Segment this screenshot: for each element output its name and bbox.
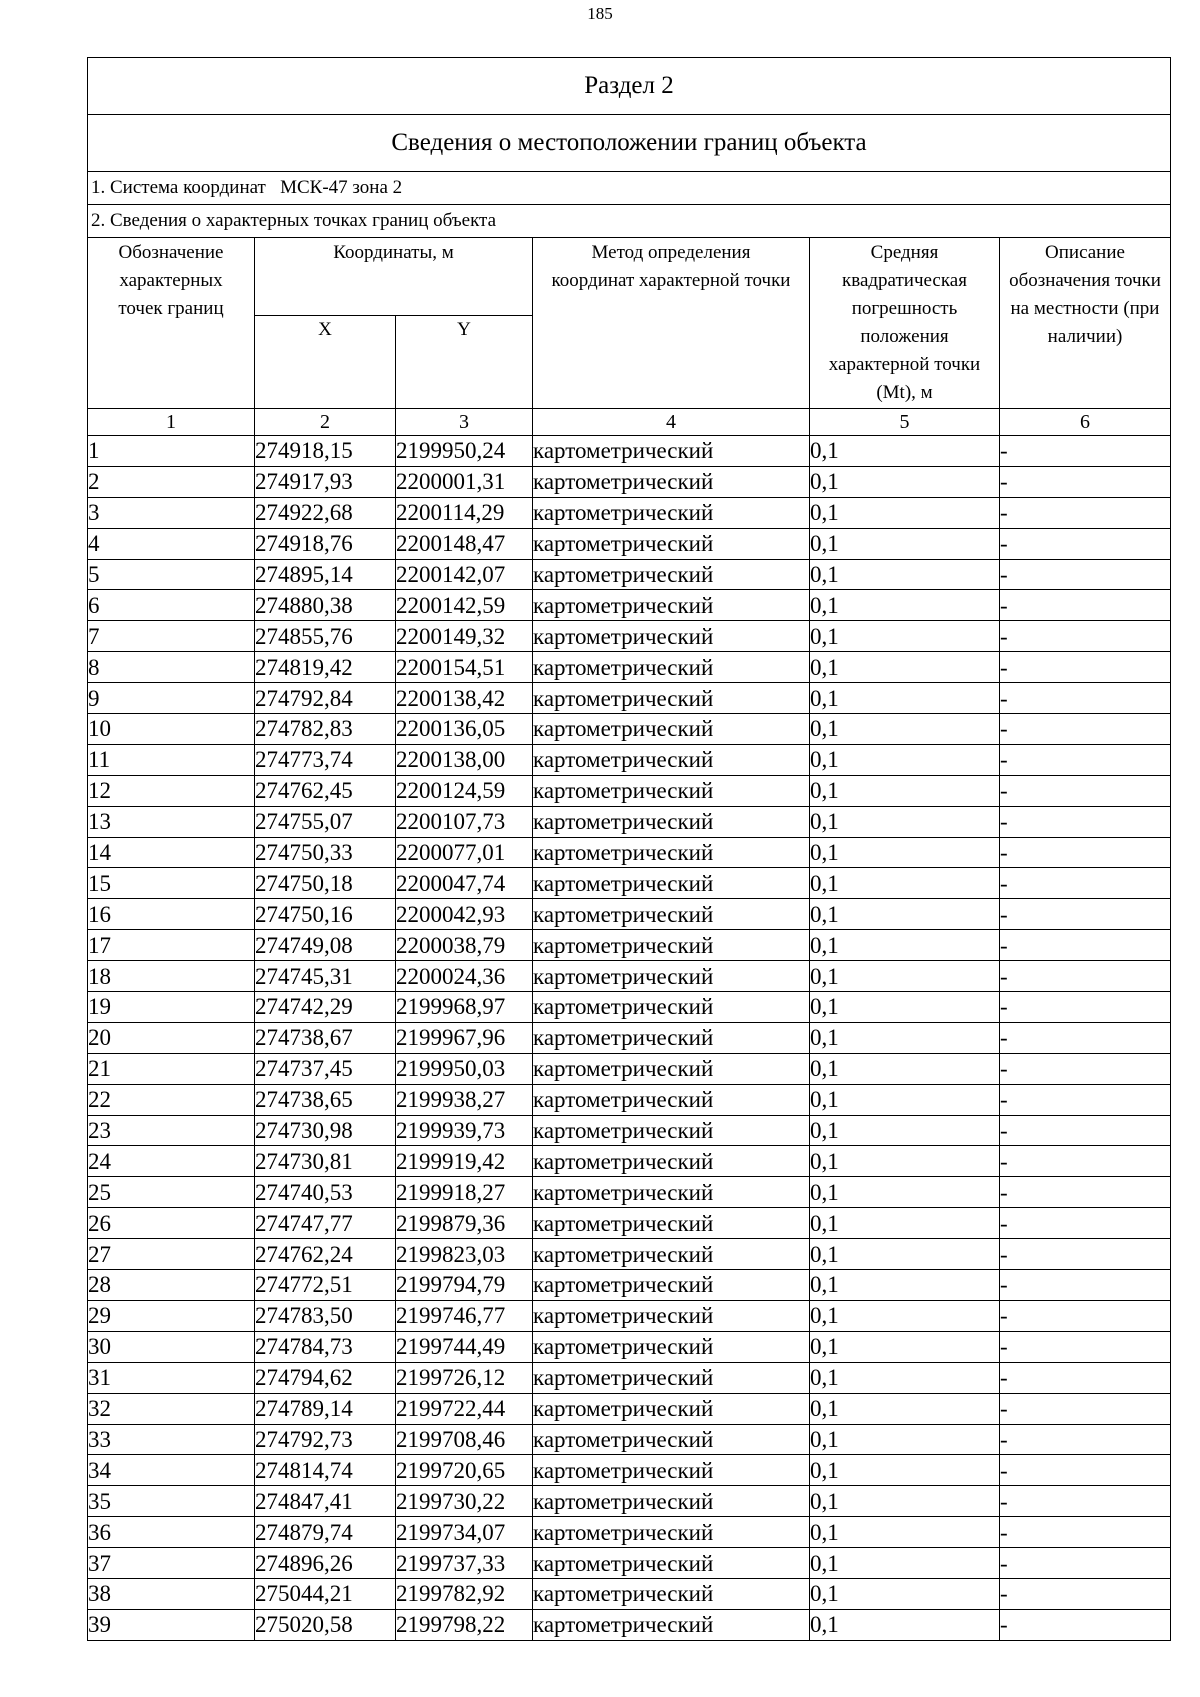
- coord-y-cell: 2200038,79: [396, 930, 533, 961]
- method-cell: картометрический: [533, 436, 810, 467]
- description-cell: -: [1000, 1517, 1171, 1548]
- mean-error-cell: 0,1: [810, 652, 1000, 683]
- method-cell: картометрический: [533, 1084, 810, 1115]
- table-row: [88, 1239, 1171, 1270]
- coord-y-cell: 2199968,97: [396, 992, 533, 1023]
- point-number-cell: 9: [88, 683, 255, 714]
- table-row: [88, 1362, 1171, 1393]
- point-number-cell: 2: [88, 466, 255, 497]
- point-number-cell: 22: [88, 1084, 255, 1115]
- table-row: [88, 899, 1171, 930]
- method-cell: картометрический: [533, 1239, 810, 1270]
- method-cell: картометрический: [533, 899, 810, 930]
- column-numbers-row: [88, 409, 1171, 436]
- method-cell: картометрический: [533, 1053, 810, 1084]
- mean-error-cell: 0,1: [810, 837, 1000, 868]
- table-row: [88, 497, 1171, 528]
- coord-y-cell: 2200124,59: [396, 775, 533, 806]
- mean-error-cell: 0,1: [810, 621, 1000, 652]
- description-cell: -: [1000, 837, 1171, 868]
- point-number-cell: 24: [88, 1146, 255, 1177]
- description-cell: -: [1000, 590, 1171, 621]
- section-subtitle: Сведения о местоположении границ объекта: [88, 115, 1171, 172]
- coord-x-cell: 274742,29: [255, 992, 396, 1023]
- description-cell: -: [1000, 1331, 1171, 1362]
- table-row: [88, 1517, 1171, 1548]
- coord-y-cell: 2200024,36: [396, 961, 533, 992]
- points-info: 2. Сведения о характерных точках границ объекта: [88, 205, 1171, 238]
- description-cell: -: [1000, 1115, 1171, 1146]
- description-cell: -: [1000, 1393, 1171, 1424]
- coord-y-cell: 2199726,12: [396, 1362, 533, 1393]
- coord-y-cell: 2199737,33: [396, 1548, 533, 1579]
- coord-y-cell: 2200154,51: [396, 652, 533, 683]
- table-row: [88, 652, 1171, 683]
- coord-y-cell: 2199918,27: [396, 1177, 533, 1208]
- mean-error-cell: 0,1: [810, 559, 1000, 590]
- table-row: [88, 528, 1171, 559]
- coord-y-cell: 2199950,03: [396, 1053, 533, 1084]
- mean-error-cell: 0,1: [810, 1424, 1000, 1455]
- coord-x-cell: 274773,74: [255, 744, 396, 775]
- mean-error-cell: 0,1: [810, 1084, 1000, 1115]
- header-method: Метод определения координат характерной точки: [533, 238, 810, 409]
- mean-error-cell: 0,1: [810, 1177, 1000, 1208]
- coord-y-cell: 2199782,92: [396, 1578, 533, 1609]
- column-number: 1: [88, 409, 255, 436]
- coord-y-cell: 2200149,32: [396, 621, 533, 652]
- header-coordinates: Координаты, м: [255, 238, 533, 316]
- mean-error-cell: 0,1: [810, 436, 1000, 467]
- header-mean-error: Средняя квадратическая погрешность положения характерной точки (Mt), м: [810, 238, 1000, 409]
- table-row: [88, 837, 1171, 868]
- table-row: [88, 930, 1171, 961]
- method-cell: картометрический: [533, 1517, 810, 1548]
- coord-x-cell: 274792,84: [255, 683, 396, 714]
- method-cell: картометрический: [533, 1548, 810, 1579]
- coord-x-cell: 274814,74: [255, 1455, 396, 1486]
- column-number: 5: [810, 409, 1000, 436]
- method-cell: картометрический: [533, 652, 810, 683]
- table-row: [88, 559, 1171, 590]
- description-cell: -: [1000, 1177, 1171, 1208]
- point-number-cell: 25: [88, 1177, 255, 1208]
- mean-error-cell: 0,1: [810, 1053, 1000, 1084]
- table-row: [88, 744, 1171, 775]
- table-row: [88, 1146, 1171, 1177]
- coord-y-cell: 2200114,29: [396, 497, 533, 528]
- point-number-cell: 5: [88, 559, 255, 590]
- coord-x-cell: 274847,41: [255, 1486, 396, 1517]
- method-cell: картометрический: [533, 930, 810, 961]
- coord-y-cell: 2200136,05: [396, 714, 533, 745]
- description-cell: -: [1000, 1208, 1171, 1239]
- description-cell: -: [1000, 1270, 1171, 1301]
- point-number-cell: 15: [88, 868, 255, 899]
- method-cell: картометрический: [533, 1362, 810, 1393]
- table-row: [88, 1548, 1171, 1579]
- coord-y-cell: 2199939,73: [396, 1115, 533, 1146]
- coord-y-cell: 2199919,42: [396, 1146, 533, 1177]
- coord-x-cell: 275020,58: [255, 1609, 396, 1640]
- mean-error-cell: 0,1: [810, 806, 1000, 837]
- coord-x-cell: 274917,93: [255, 466, 396, 497]
- table-row: [88, 1300, 1171, 1331]
- coord-y-cell: 2200107,73: [396, 806, 533, 837]
- point-number-cell: 27: [88, 1239, 255, 1270]
- table-row: [88, 1609, 1171, 1640]
- coord-y-cell: 2199938,27: [396, 1084, 533, 1115]
- coord-x-cell: 274762,24: [255, 1239, 396, 1270]
- description-cell: -: [1000, 806, 1171, 837]
- header-y: Y: [396, 316, 533, 409]
- mean-error-cell: 0,1: [810, 590, 1000, 621]
- coord-x-cell: 274784,73: [255, 1331, 396, 1362]
- point-number-cell: 6: [88, 590, 255, 621]
- coord-x-cell: 274738,65: [255, 1084, 396, 1115]
- point-number-cell: 39: [88, 1609, 255, 1640]
- point-number-cell: 17: [88, 930, 255, 961]
- coord-y-cell: 2199950,24: [396, 436, 533, 467]
- point-number-cell: 12: [88, 775, 255, 806]
- point-number-cell: 38: [88, 1578, 255, 1609]
- column-number: 2: [255, 409, 396, 436]
- header-x: X: [255, 316, 396, 409]
- point-number-cell: 19: [88, 992, 255, 1023]
- mean-error-cell: 0,1: [810, 1362, 1000, 1393]
- coord-y-cell: 2199708,46: [396, 1424, 533, 1455]
- description-cell: -: [1000, 744, 1171, 775]
- mean-error-cell: 0,1: [810, 1517, 1000, 1548]
- description-cell: -: [1000, 466, 1171, 497]
- coord-x-cell: 274750,18: [255, 868, 396, 899]
- table-row: [88, 590, 1171, 621]
- table-row: [88, 1208, 1171, 1239]
- coord-y-cell: 2200148,47: [396, 528, 533, 559]
- method-cell: картометрический: [533, 1578, 810, 1609]
- mean-error-cell: 0,1: [810, 714, 1000, 745]
- point-number-cell: 18: [88, 961, 255, 992]
- coord-x-cell: 274922,68: [255, 497, 396, 528]
- mean-error-cell: 0,1: [810, 930, 1000, 961]
- method-cell: картометрический: [533, 837, 810, 868]
- method-cell: картометрический: [533, 961, 810, 992]
- mean-error-cell: 0,1: [810, 1208, 1000, 1239]
- method-cell: картометрический: [533, 868, 810, 899]
- description-cell: -: [1000, 775, 1171, 806]
- method-cell: картометрический: [533, 1022, 810, 1053]
- table-row: [88, 1270, 1171, 1301]
- point-number-cell: 28: [88, 1270, 255, 1301]
- method-cell: картометрический: [533, 744, 810, 775]
- coord-y-cell: 2200138,00: [396, 744, 533, 775]
- table-row: [88, 1084, 1171, 1115]
- mean-error-cell: 0,1: [810, 1239, 1000, 1270]
- point-number-cell: 1: [88, 436, 255, 467]
- mean-error-cell: 0,1: [810, 1331, 1000, 1362]
- coord-y-cell: 2199722,44: [396, 1393, 533, 1424]
- table-row: [88, 1053, 1171, 1084]
- point-number-cell: 29: [88, 1300, 255, 1331]
- method-cell: картометрический: [533, 590, 810, 621]
- method-cell: картометрический: [533, 1177, 810, 1208]
- header-point-designation: Обозначение характерных точек границ: [88, 238, 255, 409]
- method-cell: картометрический: [533, 1300, 810, 1331]
- coord-x-cell: 274737,45: [255, 1053, 396, 1084]
- table-row: [88, 961, 1171, 992]
- description-cell: -: [1000, 1548, 1171, 1579]
- description-cell: -: [1000, 899, 1171, 930]
- page-number: 185: [587, 4, 613, 23]
- column-number: 4: [533, 409, 810, 436]
- coord-x-cell: 274794,62: [255, 1362, 396, 1393]
- method-cell: картометрический: [533, 1424, 810, 1455]
- mean-error-cell: 0,1: [810, 683, 1000, 714]
- point-number-cell: 8: [88, 652, 255, 683]
- description-cell: -: [1000, 621, 1171, 652]
- mean-error-cell: 0,1: [810, 1548, 1000, 1579]
- mean-error-cell: 0,1: [810, 1270, 1000, 1301]
- table-row: [88, 1022, 1171, 1053]
- table-row: [88, 992, 1171, 1023]
- coord-y-cell: 2199967,96: [396, 1022, 533, 1053]
- method-cell: картометрический: [533, 1146, 810, 1177]
- table-row: [88, 714, 1171, 745]
- mean-error-cell: 0,1: [810, 899, 1000, 930]
- description-cell: -: [1000, 1146, 1171, 1177]
- point-number-cell: 34: [88, 1455, 255, 1486]
- coord-x-cell: 274855,76: [255, 621, 396, 652]
- coord-y-cell: 2200001,31: [396, 466, 533, 497]
- description-cell: -: [1000, 1084, 1171, 1115]
- mean-error-cell: 0,1: [810, 744, 1000, 775]
- point-number-cell: 7: [88, 621, 255, 652]
- point-number-cell: 4: [88, 528, 255, 559]
- table-row: [88, 868, 1171, 899]
- coord-x-cell: 274819,42: [255, 652, 396, 683]
- description-cell: -: [1000, 528, 1171, 559]
- description-cell: -: [1000, 1424, 1171, 1455]
- coord-y-cell: 2199798,22: [396, 1609, 533, 1640]
- boundary-points-table: [87, 57, 1171, 1641]
- coord-y-cell: 2199720,65: [396, 1455, 533, 1486]
- point-number-cell: 26: [88, 1208, 255, 1239]
- point-number-cell: 30: [88, 1331, 255, 1362]
- coord-x-cell: 274740,53: [255, 1177, 396, 1208]
- coord-x-cell: 274880,38: [255, 590, 396, 621]
- coord-x-cell: 274918,15: [255, 436, 396, 467]
- mean-error-cell: 0,1: [810, 775, 1000, 806]
- description-cell: -: [1000, 1022, 1171, 1053]
- method-cell: картометрический: [533, 1486, 810, 1517]
- description-cell: -: [1000, 559, 1171, 590]
- mean-error-cell: 0,1: [810, 528, 1000, 559]
- method-cell: картометрический: [533, 1208, 810, 1239]
- mean-error-cell: 0,1: [810, 961, 1000, 992]
- description-cell: -: [1000, 868, 1171, 899]
- coord-y-cell: 2200142,07: [396, 559, 533, 590]
- description-cell: -: [1000, 1578, 1171, 1609]
- coord-x-cell: 274783,50: [255, 1300, 396, 1331]
- coord-x-cell: 274896,26: [255, 1548, 396, 1579]
- description-cell: -: [1000, 1609, 1171, 1640]
- coord-x-cell: 274750,16: [255, 899, 396, 930]
- coord-y-cell: 2199879,36: [396, 1208, 533, 1239]
- point-number-cell: 35: [88, 1486, 255, 1517]
- coord-y-cell: 2199734,07: [396, 1517, 533, 1548]
- description-cell: -: [1000, 683, 1171, 714]
- point-number-cell: 20: [88, 1022, 255, 1053]
- point-number-cell: 23: [88, 1115, 255, 1146]
- coord-x-cell: 274747,77: [255, 1208, 396, 1239]
- method-cell: картометрический: [533, 806, 810, 837]
- mean-error-cell: 0,1: [810, 1115, 1000, 1146]
- description-cell: -: [1000, 1053, 1171, 1084]
- coord-x-cell: 274730,81: [255, 1146, 396, 1177]
- table-row: [88, 1578, 1171, 1609]
- coord-y-cell: 2199746,77: [396, 1300, 533, 1331]
- description-cell: -: [1000, 497, 1171, 528]
- coord-x-cell: 274879,74: [255, 1517, 396, 1548]
- mean-error-cell: 0,1: [810, 1300, 1000, 1331]
- table-row: [88, 1331, 1171, 1362]
- coord-x-cell: 274738,67: [255, 1022, 396, 1053]
- method-cell: картометрический: [533, 466, 810, 497]
- coord-x-cell: 274895,14: [255, 559, 396, 590]
- coord-y-cell: 2200047,74: [396, 868, 533, 899]
- coord-x-cell: 274762,45: [255, 775, 396, 806]
- table-row: [88, 775, 1171, 806]
- mean-error-cell: 0,1: [810, 1146, 1000, 1177]
- method-cell: картометрический: [533, 992, 810, 1023]
- coord-x-cell: 274745,31: [255, 961, 396, 992]
- coord-y-cell: 2200077,01: [396, 837, 533, 868]
- coord-y-cell: 2200138,42: [396, 683, 533, 714]
- mean-error-cell: 0,1: [810, 868, 1000, 899]
- point-number-cell: 10: [88, 714, 255, 745]
- point-number-cell: 3: [88, 497, 255, 528]
- method-cell: картометрический: [533, 1331, 810, 1362]
- description-cell: -: [1000, 1239, 1171, 1270]
- coord-x-cell: 274730,98: [255, 1115, 396, 1146]
- mean-error-cell: 0,1: [810, 497, 1000, 528]
- description-cell: -: [1000, 1300, 1171, 1331]
- table-row: [88, 1115, 1171, 1146]
- table-row: [88, 806, 1171, 837]
- description-cell: -: [1000, 1455, 1171, 1486]
- point-number-cell: 32: [88, 1393, 255, 1424]
- description-cell: -: [1000, 961, 1171, 992]
- point-number-cell: 11: [88, 744, 255, 775]
- column-number: 3: [396, 409, 533, 436]
- method-cell: картометрический: [533, 775, 810, 806]
- coord-y-cell: 2200142,59: [396, 590, 533, 621]
- table-row: [88, 1424, 1171, 1455]
- table-row: [88, 1455, 1171, 1486]
- description-cell: -: [1000, 1362, 1171, 1393]
- table-row: [88, 1177, 1171, 1208]
- method-cell: картометрический: [533, 1115, 810, 1146]
- method-cell: картометрический: [533, 1609, 810, 1640]
- description-cell: -: [1000, 436, 1171, 467]
- table-row: [88, 1486, 1171, 1517]
- coord-x-cell: 274789,14: [255, 1393, 396, 1424]
- mean-error-cell: 0,1: [810, 1455, 1000, 1486]
- coord-y-cell: 2199823,03: [396, 1239, 533, 1270]
- method-cell: картометрический: [533, 1270, 810, 1301]
- point-number-cell: 13: [88, 806, 255, 837]
- mean-error-cell: 0,1: [810, 992, 1000, 1023]
- point-number-cell: 16: [88, 899, 255, 930]
- coord-x-cell: 274772,51: [255, 1270, 396, 1301]
- column-number: 6: [1000, 409, 1171, 436]
- table-row: [88, 1393, 1171, 1424]
- description-cell: -: [1000, 652, 1171, 683]
- point-number-cell: 36: [88, 1517, 255, 1548]
- description-cell: -: [1000, 930, 1171, 961]
- point-number-cell: 14: [88, 837, 255, 868]
- coord-x-cell: 274750,33: [255, 837, 396, 868]
- point-number-cell: 21: [88, 1053, 255, 1084]
- mean-error-cell: 0,1: [810, 1578, 1000, 1609]
- method-cell: картометрический: [533, 1393, 810, 1424]
- description-cell: -: [1000, 1486, 1171, 1517]
- method-cell: картометрический: [533, 683, 810, 714]
- coord-y-cell: 2199730,22: [396, 1486, 533, 1517]
- method-cell: картометрический: [533, 559, 810, 590]
- description-cell: -: [1000, 714, 1171, 745]
- coord-y-cell: 2200042,93: [396, 899, 533, 930]
- point-number-cell: 33: [88, 1424, 255, 1455]
- method-cell: картометрический: [533, 714, 810, 745]
- mean-error-cell: 0,1: [810, 1486, 1000, 1517]
- header-description: Описание обозначения точки на местности (при наличии): [1000, 238, 1171, 409]
- coord-y-cell: 2199794,79: [396, 1270, 533, 1301]
- coord-x-cell: 274782,83: [255, 714, 396, 745]
- coord-x-cell: 274918,76: [255, 528, 396, 559]
- coordinate-system: 1. Система координат МСК-47 зона 2: [88, 172, 1171, 205]
- mean-error-cell: 0,1: [810, 466, 1000, 497]
- description-cell: -: [1000, 992, 1171, 1023]
- coord-y-cell: 2199744,49: [396, 1331, 533, 1362]
- coord-x-cell: 274755,07: [255, 806, 396, 837]
- method-cell: картометрический: [533, 1455, 810, 1486]
- table-row: [88, 436, 1171, 467]
- point-number-cell: 37: [88, 1548, 255, 1579]
- mean-error-cell: 0,1: [810, 1022, 1000, 1053]
- coord-x-cell: 274749,08: [255, 930, 396, 961]
- table-row: [88, 621, 1171, 652]
- point-number-cell: 31: [88, 1362, 255, 1393]
- table-row: [88, 466, 1171, 497]
- table-row: [88, 683, 1171, 714]
- mean-error-cell: 0,1: [810, 1393, 1000, 1424]
- method-cell: картометрический: [533, 497, 810, 528]
- section-title: Раздел 2: [88, 58, 1171, 115]
- coord-x-cell: 275044,21: [255, 1578, 396, 1609]
- method-cell: картометрический: [533, 621, 810, 652]
- mean-error-cell: 0,1: [810, 1609, 1000, 1640]
- coord-x-cell: 274792,73: [255, 1424, 396, 1455]
- method-cell: картометрический: [533, 528, 810, 559]
